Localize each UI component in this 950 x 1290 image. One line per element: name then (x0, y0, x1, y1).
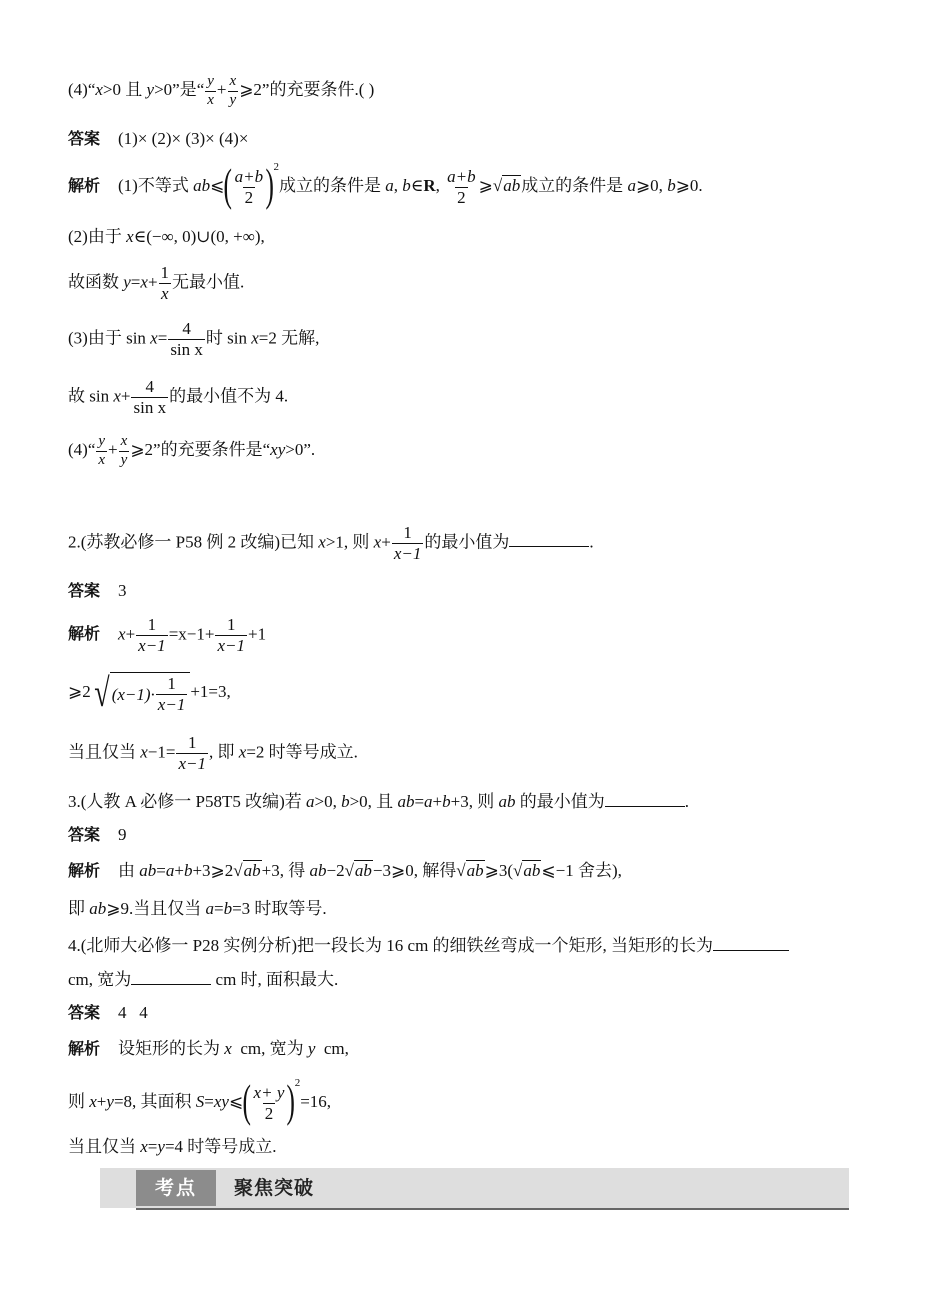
q2-answer-line: 答案 3 (68, 581, 127, 600)
fraction: $\frac{1}{x-1}$ (138, 615, 166, 655)
sqrt: √ab (233, 861, 261, 880)
q1-analysis-line1: 解析 (1)不等式 ab⩽( $\frac{a+b}{2}$ )$^2$成立的条件是 a, b∈R, $\frac{a+b}{2}$ ⩾√ab成立的条件是 a⩾0, b⩾0. (68, 159, 703, 210)
sqrt: √ (x−1)· $\frac{1}{x-1}$ (91, 672, 191, 714)
answer-blank (131, 970, 211, 985)
answer-blank (605, 792, 685, 807)
q3-analysis-line1: 解析 由 ab=a+b+3⩾2√ab+3, 得 ab−2√ab−3⩾0, 解得√ab⩾3(√ab⩽−1 舍去), (68, 861, 622, 880)
q1-answer-line: 答案 (1)× (2)× (3)× (4)× (68, 129, 249, 148)
fraction: $\frac{y}{x}$ (207, 73, 214, 108)
fraction: $\frac{x}{y}$ (229, 73, 237, 108)
q1-analysis-line5: 故 sin x+ $\frac{4}{\text{sin x}}$ 的最小值不为 4. (68, 377, 289, 417)
q1-analysis-line2: (2)由于 x∈(−∞, 0)∪(0, +∞), (68, 227, 265, 246)
analysis-label: 解析 (68, 861, 101, 880)
q4-stem-line2: cm, 宽为 cm 时, 面积最大. (68, 970, 339, 989)
q4-analysis-line1: 解析 设矩形的长为 x cm, 宽为 y cm, (68, 1039, 349, 1058)
fraction: $\frac{x+ y}{2}$ (253, 1082, 285, 1123)
q4-analysis-line3: 当且仅当 x=y=4 时等号成立. (68, 1137, 277, 1156)
sqrt: √ab (492, 175, 521, 195)
q2-stem: 2.(苏教必修一 P58 例 2 改编)已知 x>1, 则 x+ $\frac{1}{x-1}$ 的最小值为 . (68, 523, 594, 563)
q4-answer-line: 答案 4 4 (68, 1003, 148, 1022)
banner-underline (136, 1208, 849, 1210)
answer-label: 答案 (68, 581, 101, 600)
fraction: $\frac{1}{x-1}$ (157, 674, 186, 714)
q2-analysis-line2: ⩾2 √ (x−1)· $\frac{1}{x-1}$ +1=3, (68, 669, 231, 715)
q4-analysis-line2: 则 x+y=8, 其面积 S=xy⩽( $\frac{x+ y}{2}$ )$^2$=16, (68, 1075, 332, 1126)
fraction: $\frac{1}{x-1}$ (217, 615, 245, 655)
sqrt: √ab (344, 861, 372, 880)
fraction: $\frac{a+b}{2}$ (447, 166, 476, 207)
sqrt: √ab (513, 861, 541, 880)
answer-blank (713, 936, 789, 951)
fraction: $\frac{a+b}{2}$ (234, 166, 264, 207)
banner-title: 聚焦突破 (234, 1177, 315, 1199)
fraction: $\frac{y}{x}$ (98, 433, 106, 468)
fraction: $\frac{x}{y}$ (120, 433, 128, 468)
q2-analysis-line3: 当且仅当 x−1= $\frac{1}{x-1}$ , 即 x=2 时等号成立. (68, 733, 358, 773)
analysis-label: 解析 (68, 624, 101, 644)
q1-item4-line: (4)“x>0 且 y>0”是“ $\frac{y}{x}$ + $\frac{x}{y}$ ⩾2”的充要条件.( ) (68, 73, 375, 108)
answer-label: 答案 (68, 825, 101, 844)
sqrt: √ab (456, 861, 484, 880)
answer-label: 答案 (68, 129, 101, 148)
q2-analysis-line1: 解析 x+ $\frac{1}{x-1}$ =x−1+ $\frac{1}{x-1}$ +1 (68, 615, 267, 655)
q1-analysis-line3: 故函数 y=x+ $\frac{1}{x}$ 无最小值. (68, 263, 245, 303)
analysis-label: 解析 (68, 1039, 101, 1058)
q1-analysis-line6: (4)“ $\frac{y}{x}$ + $\frac{x}{y}$ ⩾2”的充要条件是“xy>0”. (68, 433, 316, 468)
fraction: $\frac{4}{\text{sin x}}$ (170, 319, 203, 359)
section-banner (100, 1168, 849, 1212)
fraction: $\frac{1}{x}$ (160, 263, 170, 303)
q4-stem: 4.(北师大必修一 P28 实例分析)把一段长为 16 cm 的细铁丝弯成一个矩形, 当矩形的长为 (68, 936, 789, 954)
fraction: $\frac{4}{\text{sin x}}$ (133, 377, 167, 417)
answer-blank (509, 532, 589, 547)
q3-answer-line: 答案 9 (68, 825, 127, 844)
q1-analysis-line4: (3)由于 sin x= $\frac{4}{\text{sin x}}$ 时 sin x=2 无解, (68, 319, 320, 359)
fraction: $\frac{1}{x-1}$ (178, 733, 207, 773)
banner-tag: 考点 (136, 1170, 216, 1206)
answer-label: 答案 (68, 1003, 101, 1022)
q3-stem: 3.(人教 A 必修一 P58T5 改编)若 a>0, b>0, 且 ab=a+b+3, 则 ab 的最小值为 . (68, 792, 689, 811)
fraction: $\frac{1}{x-1}$ (393, 523, 422, 563)
analysis-label: 解析 (68, 175, 101, 195)
q3-analysis-line2: 即 ab⩾9.当且仅当 a=b=3 时取等号. (68, 899, 327, 918)
